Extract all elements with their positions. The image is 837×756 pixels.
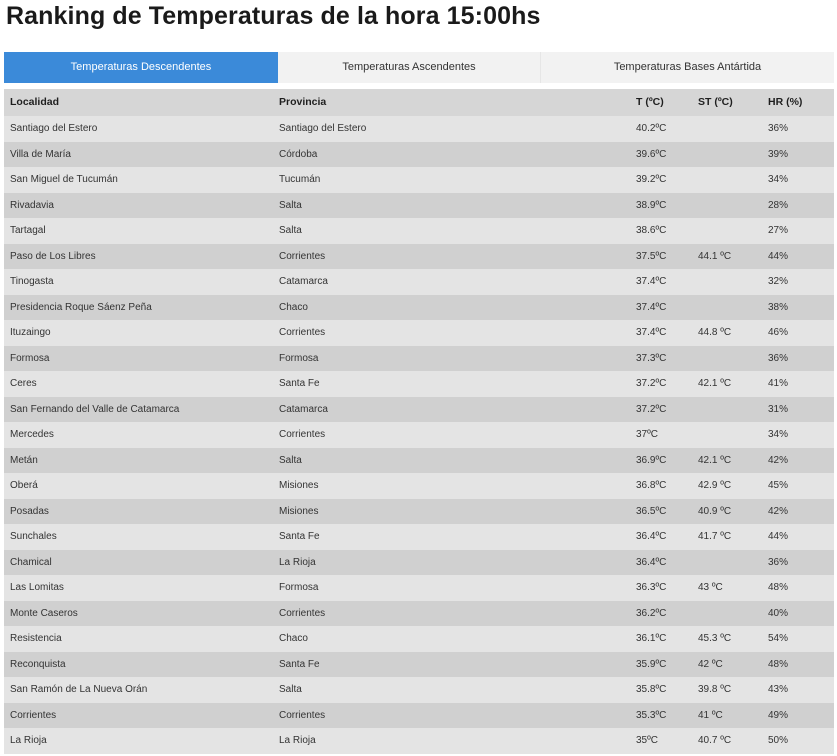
table-row <box>4 320 834 346</box>
tab-bar <box>4 52 834 83</box>
tab-temperaturas-ascendentes[interactable]: Temperaturas Ascendentes <box>278 52 541 83</box>
column-header-temperatura[interactable]: T (ºC) <box>636 96 664 108</box>
table-row <box>4 371 834 397</box>
cell-temperatura: 35.8ºC <box>636 684 667 695</box>
table-row <box>4 677 834 703</box>
cell-temperatura: 36.5ºC <box>636 505 667 517</box>
cell-sensacion-termica: 41 ºC <box>698 709 723 721</box>
cell-temperatura: 37ºC <box>636 429 658 440</box>
cell-provincia: Tucumán <box>279 174 321 185</box>
cell-sensacion-termica: 45.3 ºC <box>698 633 732 644</box>
cell-humedad: 38% <box>768 301 789 313</box>
cell-sensacion-termica: 44.8 ºC <box>698 327 732 338</box>
cell-sensacion-termica: 44.1 ºC <box>698 250 732 262</box>
table-row <box>4 524 834 550</box>
cell-sensacion-termica: 40.7 ºC <box>698 735 732 746</box>
cell-sensacion-termica <box>698 269 768 295</box>
cell-localidad: Posadas <box>10 505 49 517</box>
table-row <box>4 116 834 142</box>
cell-humedad: 36% <box>768 352 789 364</box>
cell-temperatura: 36.8ºC <box>636 480 667 491</box>
cell-sensacion-termica <box>698 142 768 168</box>
cell-temperatura: 35.9ºC <box>636 658 667 670</box>
cell-provincia: Catamarca <box>279 276 328 287</box>
cell-provincia: Formosa <box>279 582 319 593</box>
cell-humedad: 31% <box>768 403 789 415</box>
cell-provincia: Catamarca <box>279 403 328 415</box>
cell-provincia: La Rioja <box>279 735 316 746</box>
cell-temperatura: 38.6ºC <box>636 225 667 236</box>
cell-localidad: Santiago del Estero <box>10 123 98 134</box>
cell-provincia: Chaco <box>279 301 308 313</box>
table-body <box>4 116 834 754</box>
table-row <box>4 448 834 474</box>
table-row <box>4 295 834 321</box>
table-row <box>4 193 834 219</box>
cell-temperatura: 37.5ºC <box>636 250 667 262</box>
cell-provincia: Santa Fe <box>279 531 320 542</box>
cell-provincia: Corrientes <box>279 429 326 440</box>
cell-provincia: Formosa <box>279 352 319 364</box>
cell-provincia: Misiones <box>279 480 319 491</box>
cell-provincia: Santa Fe <box>279 658 320 670</box>
cell-humedad: 32% <box>768 276 789 287</box>
tab-temperaturas-bases-antartida[interactable]: Temperaturas Bases Antártida <box>613 61 762 73</box>
cell-provincia: Salta <box>279 454 302 466</box>
cell-temperatura: 37.3ºC <box>636 352 667 364</box>
cell-sensacion-termica <box>698 422 768 448</box>
cell-localidad: Paso de Los Libres <box>10 250 96 262</box>
cell-humedad: 54% <box>768 633 789 644</box>
cell-humedad: 50% <box>768 735 789 746</box>
cell-sensacion-termica: 43 ºC <box>698 582 723 593</box>
cell-sensacion-termica <box>698 601 768 627</box>
cell-temperatura: 36.3ºC <box>636 582 667 593</box>
cell-sensacion-termica <box>698 167 768 193</box>
cell-humedad: 34% <box>768 174 789 185</box>
cell-sensacion-termica: 41.7 ºC <box>698 531 732 542</box>
cell-provincia: Santa Fe <box>279 378 320 389</box>
cell-humedad: 39% <box>768 148 789 160</box>
cell-provincia: Corrientes <box>279 327 326 338</box>
cell-localidad: Monte Caseros <box>10 607 78 619</box>
cell-localidad: Tinogasta <box>10 276 54 287</box>
cell-temperatura: 38.9ºC <box>636 199 667 211</box>
table-row <box>4 550 834 576</box>
cell-humedad: 27% <box>768 225 789 236</box>
cell-sensacion-termica: 42.9 ºC <box>698 480 732 491</box>
cell-humedad: 28% <box>768 199 789 211</box>
cell-temperatura: 37.4ºC <box>636 327 667 338</box>
cell-sensacion-termica <box>698 193 768 219</box>
cell-temperatura: 37.2ºC <box>636 403 667 415</box>
cell-localidad: Metán <box>10 454 38 466</box>
cell-humedad: 34% <box>768 429 789 440</box>
table-row <box>4 499 834 525</box>
table-row <box>4 397 834 423</box>
cell-humedad: 44% <box>768 250 789 262</box>
ranking-table <box>4 89 834 754</box>
cell-humedad: 36% <box>768 556 789 568</box>
cell-provincia: Salta <box>279 684 302 695</box>
cell-sensacion-termica <box>698 397 768 423</box>
table-row <box>4 346 834 372</box>
table-row <box>4 167 834 193</box>
table-header-row <box>4 89 834 116</box>
cell-temperatura: 37.2ºC <box>636 378 667 389</box>
cell-sensacion-termica: 39.8 ºC <box>698 684 732 695</box>
table-row <box>4 422 834 448</box>
page-title: Ranking de Temperaturas de la hora 15:00hs <box>6 2 541 30</box>
cell-localidad: San Miguel de Tucumán <box>10 174 118 185</box>
cell-localidad: Mercedes <box>10 429 54 440</box>
cell-localidad: Villa de María <box>10 148 71 160</box>
cell-localidad: Sunchales <box>10 531 57 542</box>
cell-humedad: 46% <box>768 327 789 338</box>
tab-temperaturas-descendentes[interactable]: Temperaturas Descendentes <box>4 52 278 83</box>
column-header-localidad[interactable]: Localidad <box>10 96 60 108</box>
table-row <box>4 473 834 499</box>
cell-provincia: Córdoba <box>279 148 318 160</box>
table-row <box>4 728 834 754</box>
cell-provincia: Corrientes <box>279 607 326 619</box>
cell-localidad: Corrientes <box>10 709 57 721</box>
cell-localidad: Resistencia <box>10 633 62 644</box>
cell-temperatura: 39.2ºC <box>636 174 667 185</box>
cell-humedad: 42% <box>768 454 789 466</box>
cell-temperatura: 39.6ºC <box>636 148 667 160</box>
table-row <box>4 142 834 168</box>
table-row <box>4 575 834 601</box>
cell-provincia: Chaco <box>279 633 308 644</box>
cell-localidad: Las Lomitas <box>10 582 64 593</box>
cell-temperatura: 40.2ºC <box>636 123 667 134</box>
cell-humedad: 48% <box>768 582 789 593</box>
cell-sensacion-termica <box>698 346 768 372</box>
table-row <box>4 652 834 678</box>
cell-humedad: 41% <box>768 378 789 389</box>
cell-localidad: Rivadavia <box>10 199 54 211</box>
cell-localidad: Chamical <box>10 556 52 568</box>
cell-localidad: San Fernando del Valle de Catamarca <box>10 403 180 415</box>
cell-sensacion-termica: 42 ºC <box>698 658 723 670</box>
cell-humedad: 45% <box>768 480 789 491</box>
cell-temperatura: 36.9ºC <box>636 454 667 466</box>
column-header-humedad[interactable]: HR (%) <box>768 96 803 108</box>
cell-provincia: Santiago del Estero <box>279 123 367 134</box>
cell-sensacion-termica <box>698 116 768 142</box>
cell-humedad: 42% <box>768 505 789 517</box>
cell-provincia: Corrientes <box>279 709 326 721</box>
cell-humedad: 36% <box>768 123 789 134</box>
cell-localidad: San Ramón de La Nueva Orán <box>10 684 148 695</box>
cell-temperatura: 36.1ºC <box>636 633 667 644</box>
cell-sensacion-termica <box>698 550 768 576</box>
cell-humedad: 40% <box>768 607 789 619</box>
cell-localidad: Tartagal <box>10 225 46 236</box>
cell-humedad: 43% <box>768 684 789 695</box>
cell-temperatura: 36.4ºC <box>636 531 667 542</box>
cell-humedad: 48% <box>768 658 789 670</box>
cell-temperatura: 35ºC <box>636 735 658 746</box>
cell-temperatura: 35.3ºC <box>636 709 667 721</box>
table-row <box>4 269 834 295</box>
cell-localidad: Presidencia Roque Sáenz Peña <box>10 301 152 313</box>
table-row <box>4 244 834 270</box>
cell-localidad: Ituzaingo <box>10 327 51 338</box>
cell-sensacion-termica: 42.1 ºC <box>698 378 732 389</box>
cell-provincia: Salta <box>279 199 302 211</box>
table-row <box>4 703 834 729</box>
cell-localidad: Ceres <box>10 378 37 389</box>
cell-sensacion-termica <box>698 218 768 244</box>
cell-humedad: 44% <box>768 531 789 542</box>
cell-sensacion-termica: 40.9 ºC <box>698 505 732 517</box>
column-header-provincia[interactable]: Provincia <box>279 96 327 108</box>
cell-sensacion-termica <box>698 295 768 321</box>
cell-temperatura: 37.4ºC <box>636 301 667 313</box>
table-row <box>4 601 834 627</box>
cell-humedad: 49% <box>768 709 789 721</box>
cell-temperatura: 36.2ºC <box>636 607 667 619</box>
cell-localidad: Formosa <box>10 352 50 364</box>
cell-temperatura: 36.4ºC <box>636 556 667 568</box>
cell-temperatura: 37.4ºC <box>636 276 667 287</box>
cell-provincia: Salta <box>279 225 302 236</box>
cell-provincia: La Rioja <box>279 556 316 568</box>
cell-provincia: Corrientes <box>279 250 326 262</box>
cell-sensacion-termica: 42.1 ºC <box>698 454 732 466</box>
column-header-sensacion-termica[interactable]: ST (ºC) <box>698 96 733 108</box>
cell-localidad: La Rioja <box>10 735 47 746</box>
table-row <box>4 218 834 244</box>
cell-localidad: Oberá <box>10 480 38 491</box>
cell-provincia: Misiones <box>279 505 319 517</box>
cell-localidad: Reconquista <box>10 658 66 670</box>
table-row <box>4 626 834 652</box>
